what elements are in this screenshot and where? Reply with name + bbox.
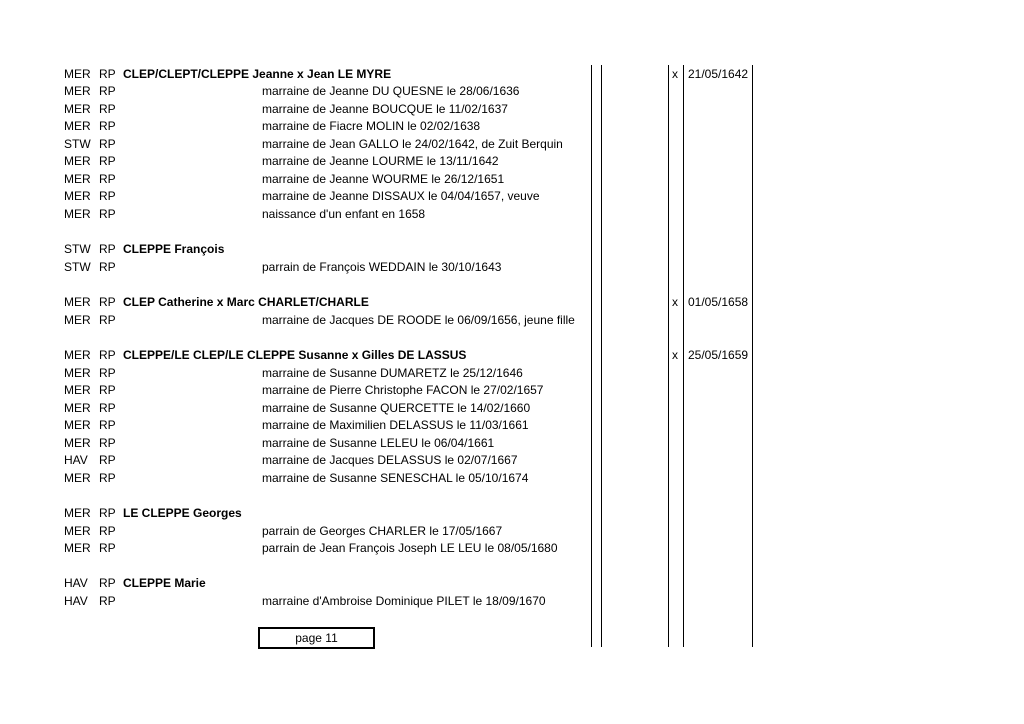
place-code: MER	[64, 524, 91, 538]
person-name: CLEP/CLEPT/CLEPPE Jeanne x Jean LE MYRE	[123, 67, 392, 81]
record-type: RP	[99, 366, 116, 380]
record-detail: marraine de Jean GALLO le 24/02/1642, de Zuit Berquin	[262, 137, 563, 151]
marriage-marker: x	[672, 67, 678, 81]
marriage-date: 25/05/1659	[688, 348, 749, 362]
record-detail: parrain de Georges CHARLER le 17/05/1667	[262, 524, 503, 538]
record-detail: marraine d'Ambroise Dominique PILET le 18/09/1670	[262, 594, 546, 608]
place-code: MER	[64, 541, 91, 555]
place-code: MER	[64, 401, 91, 415]
record-type: RP	[99, 453, 116, 467]
record-detail: marraine de Susanne SENESCHAL le 05/10/1674	[262, 471, 529, 485]
place-code: MER	[64, 366, 91, 380]
person-name: CLEPPE Marie	[123, 576, 206, 590]
place-code: STW	[64, 260, 91, 274]
record-detail: marraine de Jacques DE ROODE le 06/09/1656, jeune fille	[262, 313, 575, 327]
person-name: CLEPPE/LE CLEP/LE CLEPPE Susanne x Gilles DE LASSUS	[123, 348, 467, 362]
record-type: RP	[99, 207, 116, 221]
record-detail: naissance d'un enfant en 1658	[262, 207, 426, 221]
place-code: HAV	[64, 453, 88, 467]
column-rule	[591, 65, 592, 647]
record-detail: marraine de Jeanne DISSAUX le 04/04/1657, veuve	[262, 189, 540, 203]
column-rule	[752, 65, 753, 647]
record-detail: marraine de Pierre Christophe FACON le 27/02/1657	[262, 383, 544, 397]
record-type: RP	[99, 67, 116, 81]
record-type: RP	[99, 524, 116, 538]
record-type: RP	[99, 418, 116, 432]
place-code: MER	[64, 418, 91, 432]
record-detail: marraine de Jeanne BOUCQUE le 11/02/1637	[262, 102, 508, 116]
record-detail: marraine de Fiacre MOLIN le 02/02/1638	[262, 119, 481, 133]
record-detail: marraine de Jeanne LOURME le 13/11/1642	[262, 154, 499, 168]
record-type: RP	[99, 295, 116, 309]
record-type: RP	[99, 84, 116, 98]
record-type: RP	[99, 137, 116, 151]
place-code: MER	[64, 348, 91, 362]
record-type: RP	[99, 119, 116, 133]
place-code: MER	[64, 172, 91, 186]
place-code: MER	[64, 313, 91, 327]
record-type: RP	[99, 348, 116, 362]
record-type: RP	[99, 313, 116, 327]
record-type: RP	[99, 189, 116, 203]
marriage-date: 01/05/1658	[688, 295, 749, 309]
person-name: CLEP Catherine x Marc CHARLET/CHARLE	[123, 295, 369, 309]
record-type: RP	[99, 260, 116, 274]
person-name: LE CLEPPE Georges	[123, 506, 242, 520]
record-detail: parrain de François WEDDAIN le 30/10/1643	[262, 260, 502, 274]
place-code: MER	[64, 207, 91, 221]
record-type: RP	[99, 436, 116, 450]
place-code: HAV	[64, 576, 88, 590]
place-code: STW	[64, 137, 91, 151]
record-type: RP	[99, 383, 116, 397]
record-type: RP	[99, 242, 116, 256]
column-rule	[668, 65, 669, 647]
record-type: RP	[99, 154, 116, 168]
place-code: MER	[64, 119, 91, 133]
place-code: MER	[64, 67, 91, 81]
page-number: page 11	[295, 631, 338, 645]
place-code: MER	[64, 154, 91, 168]
record-detail: marraine de Jacques DELASSUS le 02/07/1667	[262, 453, 518, 467]
place-code: MER	[64, 506, 91, 520]
person-name: CLEPPE François	[123, 242, 225, 256]
marriage-marker: x	[672, 295, 678, 309]
marriage-date: 21/05/1642	[688, 67, 749, 81]
record-detail: marraine de Susanne QUERCETTE le 14/02/1660	[262, 401, 531, 415]
column-rule	[601, 65, 602, 647]
record-type: RP	[99, 401, 116, 415]
record-type: RP	[99, 506, 116, 520]
record-type: RP	[99, 172, 116, 186]
place-code: STW	[64, 242, 91, 256]
record-detail: parrain de Jean François Joseph LE LEU le 08/05/1680	[262, 541, 558, 555]
place-code: MER	[64, 84, 91, 98]
place-code: HAV	[64, 594, 88, 608]
marriage-marker: x	[672, 348, 678, 362]
page-number-box	[258, 627, 375, 649]
record-type: RP	[99, 102, 116, 116]
place-code: MER	[64, 471, 91, 485]
record-type: RP	[99, 471, 116, 485]
record-type: RP	[99, 541, 116, 555]
record-detail: marraine de Jeanne WOURME le 26/12/1651	[262, 172, 505, 186]
place-code: MER	[64, 102, 91, 116]
place-code: MER	[64, 295, 91, 309]
column-rule	[683, 65, 684, 647]
record-detail: marraine de Susanne LELEU le 06/04/1661	[262, 436, 495, 450]
record-detail: marraine de Maximilien DELASSUS le 11/03/1661	[262, 418, 529, 432]
record-type: RP	[99, 576, 116, 590]
place-code: MER	[64, 189, 91, 203]
place-code: MER	[64, 383, 91, 397]
record-type: RP	[99, 594, 116, 608]
record-detail: marraine de Jeanne DU QUESNE le 28/06/1636	[262, 84, 520, 98]
record-detail: marraine de Susanne DUMARETZ le 25/12/1646	[262, 366, 523, 380]
place-code: MER	[64, 436, 91, 450]
